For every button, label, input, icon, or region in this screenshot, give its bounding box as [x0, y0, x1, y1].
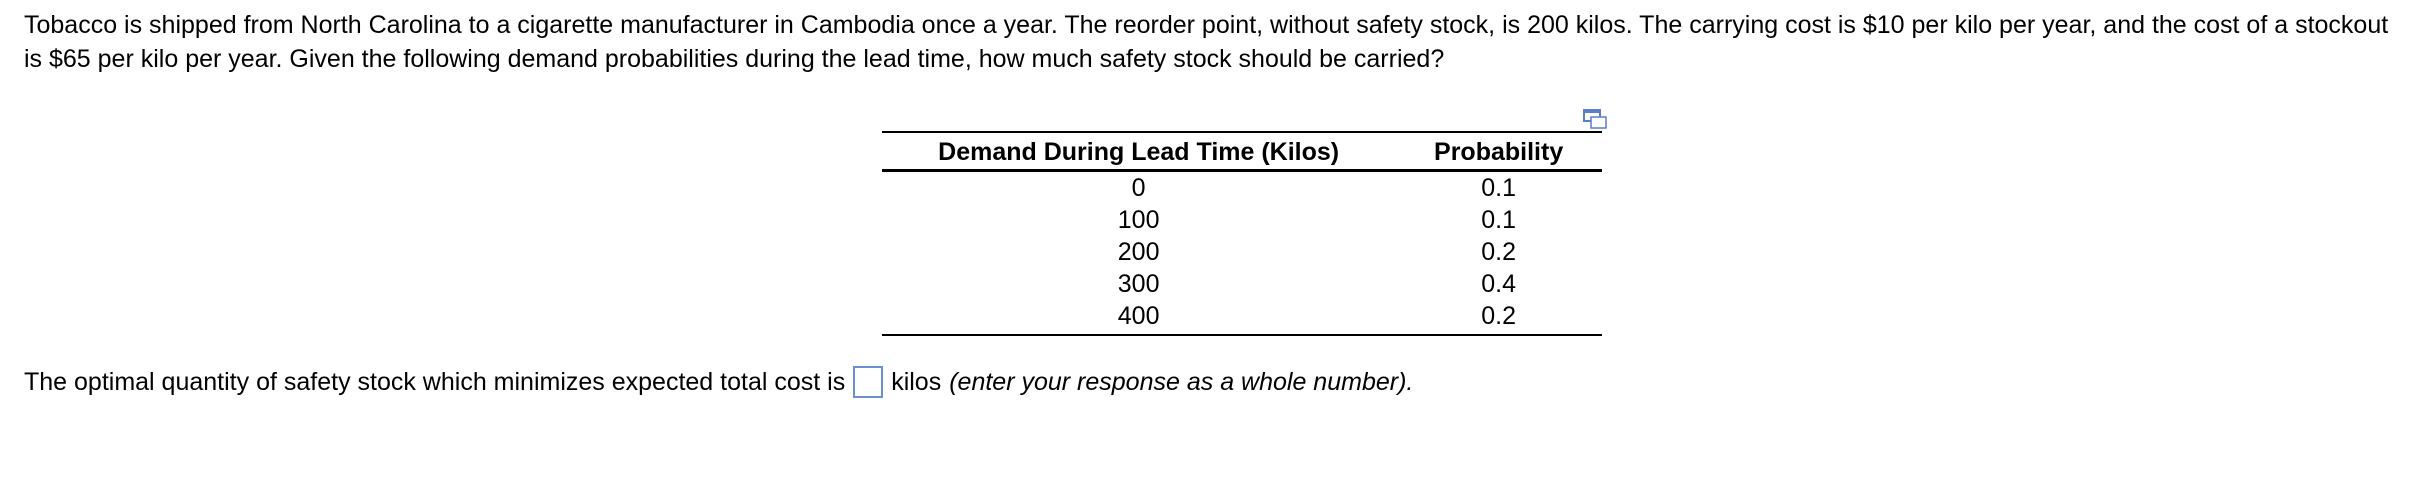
probability-cell: 0.1 — [1481, 174, 1517, 202]
answer-instruction: (enter your response as a whole number). — [949, 368, 1414, 396]
question-text: Tobacco is shipped from North Carolina to a cigarette manufacturer in Cambodia once a year. The reorder point, without safety stock, is 200 kilos. The carrying cost is $10 per kilo per year, and the cost of a stockout is $65 per kilo per year. Given the following demand probabilities during the lead time, how much safety stock should be carried? — [24, 11, 2389, 73]
header-probability: Probability — [1395, 132, 1602, 171]
probability-cell: 0.2 — [1395, 300, 1602, 335]
table-row — [882, 236, 1602, 268]
header-demand: Demand During Lead Time (Kilos) — [882, 132, 1395, 171]
probability-cell: 0.4 — [1481, 270, 1517, 298]
demand-cell: 200 — [1117, 238, 1160, 266]
demand-cell: 300 — [1117, 270, 1160, 298]
popout-window-icon[interactable] — [1582, 108, 1608, 130]
answer-unit: kilos — [891, 368, 942, 396]
answer-line — [24, 364, 1413, 400]
probability-cell: 0.1 — [1481, 206, 1517, 234]
safety-stock-input[interactable] — [853, 366, 883, 398]
table-row — [882, 268, 1602, 300]
demand-probability-table — [882, 131, 1602, 336]
table-row — [882, 300, 1602, 335]
demand-cell: 0 — [1131, 174, 1146, 202]
probability-cell: 0.2 — [1481, 238, 1517, 266]
table-row — [882, 204, 1602, 236]
answer-prefix: The optimal quantity of safety stock which minimizes expected total cost is — [24, 368, 846, 396]
demand-cell: 100 — [1117, 206, 1160, 234]
table-row — [882, 171, 1602, 205]
demand-cell: 400 — [882, 300, 1395, 335]
table-header-row — [882, 132, 1602, 171]
